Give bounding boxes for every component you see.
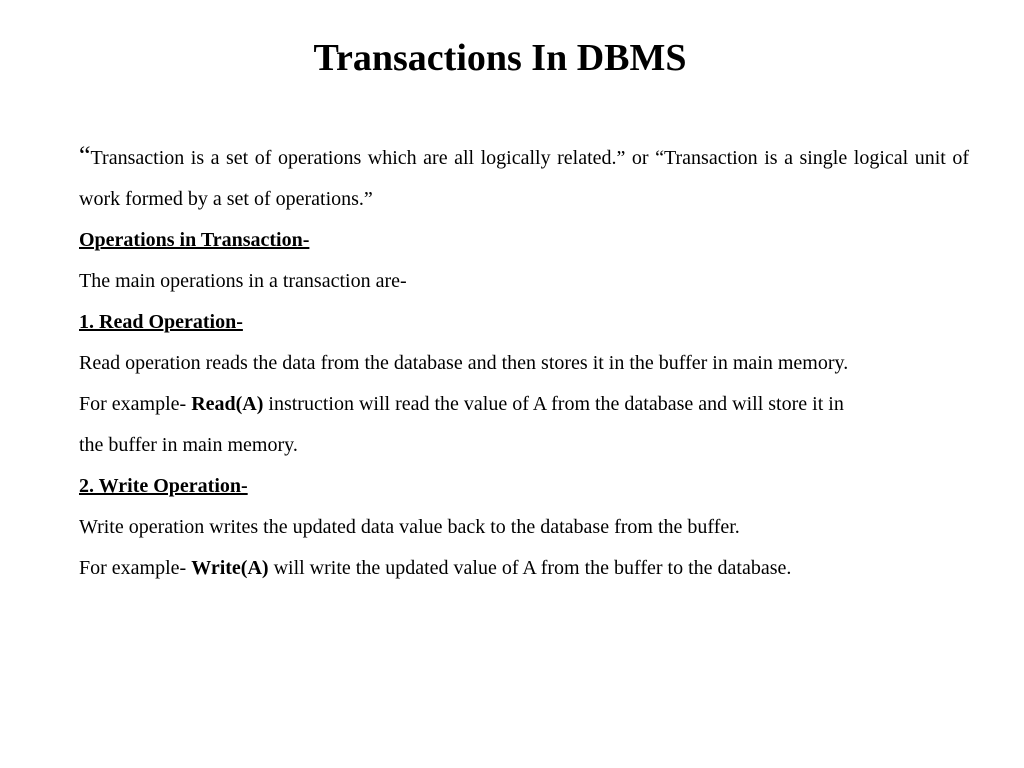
read-example-rest-line2: the buffer in main memory.: [79, 434, 298, 456]
write-example-prefix: For example-: [79, 557, 192, 579]
read-operation-description: Read operation reads the data from the database and then stores it in the buffer in main memory.: [79, 352, 849, 374]
read-example-rest-line1: instruction will read the value of A from the database and will store it in: [263, 393, 844, 415]
operations-heading: Operations in Transaction-: [79, 229, 310, 251]
write-example-term: Write(A): [191, 557, 269, 579]
write-operation-description: Write operation writes the updated data value back to the database from the buffer.: [79, 516, 740, 538]
read-example-prefix: For example-: [79, 393, 192, 415]
write-operation-example: [79, 548, 969, 589]
definition-text: Transaction is a set of operations which are all logically related.” or “Transaction is a single logical unit of work formed by a set of operations.”: [79, 147, 969, 210]
definition-paragraph: [79, 135, 969, 220]
write-operation-heading: 2. Write Operation-: [79, 475, 248, 497]
definition-open-quote: “: [79, 141, 91, 170]
read-operation-example: [79, 384, 969, 466]
operations-intro: The main operations in a transaction are-: [79, 270, 407, 292]
slide-title: Transactions In DBMS: [313, 37, 687, 79]
read-operation-heading: 1. Read Operation-: [79, 311, 243, 333]
read-example-term: Read(A): [191, 393, 264, 415]
write-example-rest: will write the updated value of A from the buffer to the database.: [268, 557, 792, 579]
slide-content: [79, 135, 969, 589]
